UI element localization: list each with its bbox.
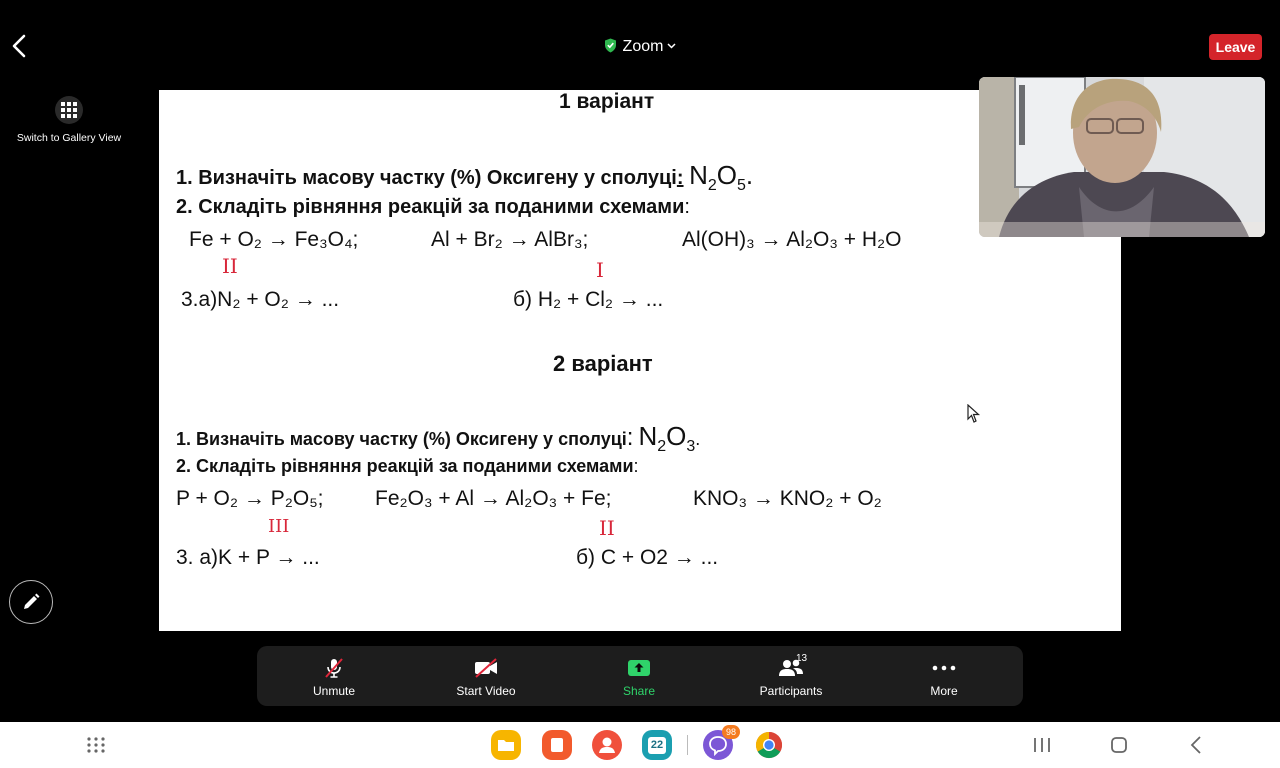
variant-2-task-2 xyxy=(176,456,639,477)
participant-video-image xyxy=(979,77,1265,237)
video-off-icon xyxy=(431,656,541,680)
chrome-app-icon[interactable] xyxy=(754,730,784,760)
recent-apps-icon[interactable] xyxy=(1033,737,1051,758)
formula-part: N xyxy=(638,421,658,451)
annotation-mark: II xyxy=(222,254,238,278)
task-text: 1. Визначіть масову частку (%) Оксигену у сполуці xyxy=(176,429,627,449)
participants-label: Participants xyxy=(759,684,823,698)
variant-2-title: 2 варіант xyxy=(553,351,653,376)
task-text: 1. Визначіть масову частку (%) Оксигену у сполуці xyxy=(176,167,677,189)
formula-part: . xyxy=(745,160,754,190)
gallery-view-label: Switch to Gallery View xyxy=(16,132,122,144)
leave-button[interactable]: Leave xyxy=(1209,34,1262,60)
task-colon: : xyxy=(633,456,639,476)
unmute-button[interactable] xyxy=(279,656,389,698)
variant-1-title: 1 варіант xyxy=(559,90,655,113)
annotation-mark: I xyxy=(596,258,604,282)
home-icon[interactable] xyxy=(1110,736,1128,759)
my-files-app-icon[interactable] xyxy=(491,730,521,760)
task-text: 2. Складіть рівняння реакцій за поданими схемами xyxy=(176,196,685,218)
more-button[interactable] xyxy=(889,656,999,698)
annotation-mark: II xyxy=(599,516,615,540)
formula-part: N xyxy=(689,160,708,190)
variant-2-equation-3: KNO₃ → KNO₂ + O₂ xyxy=(693,487,882,510)
formula-part: . xyxy=(695,429,701,449)
formula-n2o3 xyxy=(638,421,701,456)
shared-screen-slide xyxy=(159,90,1121,631)
muted-microphone-icon xyxy=(279,656,389,680)
variant-2-task-3b: б) C + O2 → ... xyxy=(576,546,719,569)
meeting-title-dropdown[interactable] xyxy=(0,36,1280,58)
variant-2-equation-2: Fe₂O₃ + Al → Al₂O₃ + Fe; xyxy=(375,487,612,510)
viber-notification-badge: 98 xyxy=(722,725,740,739)
formula-sub: 2 xyxy=(707,177,717,195)
formula-n2o5 xyxy=(689,160,754,195)
task-colon: : xyxy=(684,196,690,218)
annotation-mark: III xyxy=(268,516,290,537)
formula-sub: 3 xyxy=(686,438,696,456)
variant-1-equation-3: Al(OH)₃ → Al₂O₃ + H₂O xyxy=(682,228,902,251)
mouse-cursor-icon xyxy=(967,404,981,429)
task-text: 2. Складіть рівняння реакцій за поданими схемами xyxy=(176,456,634,476)
share-label: Share xyxy=(622,684,656,698)
unmute-label: Unmute xyxy=(312,684,356,698)
grid-icon xyxy=(55,96,83,124)
dock-divider xyxy=(687,735,688,755)
variant-2-task-3a: 3. а)K + P → ... xyxy=(176,546,320,569)
variant-1-equation-2: Al + Br₂ → AlBr₃; xyxy=(431,228,589,251)
start-video-label: Start Video xyxy=(456,684,516,698)
participants-button[interactable] xyxy=(736,653,846,698)
calendar-day: 22 xyxy=(650,739,664,751)
notes-app-icon[interactable] xyxy=(542,730,572,760)
variant-1-task-3b: б) H₂ + Cl₂ → ... xyxy=(513,288,664,311)
app-drawer-icon[interactable] xyxy=(86,736,106,759)
task-colon: : xyxy=(626,424,634,451)
formula-sub: 2 xyxy=(657,438,667,456)
variant-2-task-1 xyxy=(176,421,700,456)
share-button[interactable] xyxy=(584,656,694,698)
shield-check-icon xyxy=(604,38,617,58)
variant-1-task-1 xyxy=(176,160,753,195)
contacts-app-icon[interactable] xyxy=(592,730,622,760)
formula-part: O xyxy=(666,421,687,451)
annotate-pencil-button[interactable] xyxy=(9,580,53,624)
variant-2-equation-1: P + O₂ → P₂O₅; xyxy=(176,487,324,510)
back-nav-icon[interactable] xyxy=(1190,735,1202,760)
android-navigation-bar xyxy=(0,722,1280,768)
participant-video-tile[interactable] xyxy=(979,77,1265,237)
meeting-title-text: Zoom xyxy=(622,38,664,55)
pencil-icon xyxy=(21,592,41,612)
participants-count: 13 xyxy=(796,653,808,664)
chevron-down-icon xyxy=(667,36,676,54)
switch-gallery-view-button[interactable] xyxy=(8,96,130,144)
more-label: More xyxy=(930,684,958,698)
task-colon: : xyxy=(676,167,684,189)
formula-part: O xyxy=(716,160,738,190)
participants-icon xyxy=(736,656,846,680)
variant-1-task-2 xyxy=(176,196,690,219)
meeting-toolbar xyxy=(257,646,1023,706)
share-screen-icon xyxy=(584,656,694,680)
more-dots-icon xyxy=(889,656,999,680)
variant-1-equation-1: Fe + O₂ → Fe₃O₄; xyxy=(189,228,359,251)
formula-sub: 5 xyxy=(737,177,746,195)
variant-1-task-3a: 3.а)N₂ + O₂ → ... xyxy=(181,288,340,311)
calendar-app-icon[interactable] xyxy=(642,730,672,760)
start-video-button[interactable] xyxy=(431,656,541,698)
